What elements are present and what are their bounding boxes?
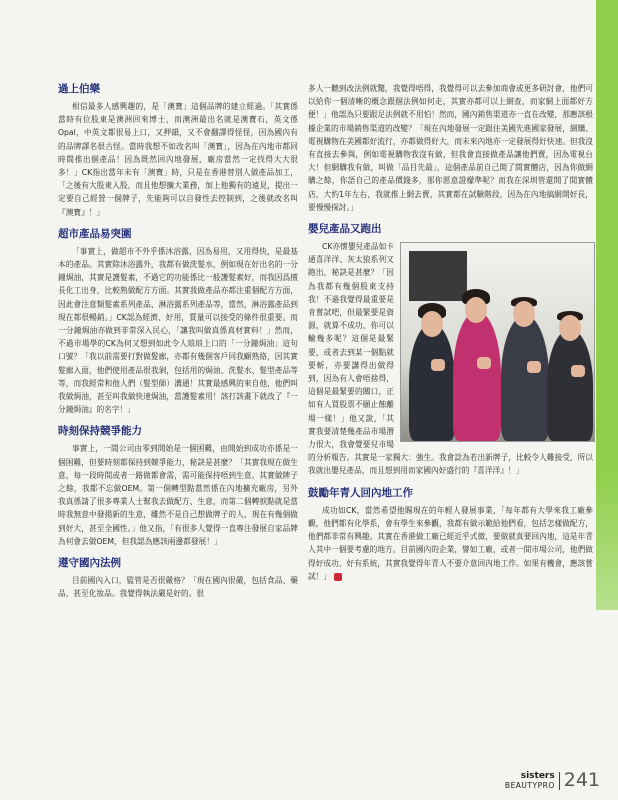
paragraph: 「事實上，做超市不外乎係沐浴露，因為易用，又用得快，是最基本的產品。其實除沐浴露外，我都有做洗髮水，例如現在好出名的一分鐘焗油，其實是護髮素，不過它的功能係比一般護髮素好，而我因爲擅長化工出身，比較熟做配方方面。其實我做產品亦都注重個配方方面，因此會注意類髮素系列產品、淋浴露系列產品等，當然，淋浴露產品到現在都很暢銷。」CK認為經濟、好用，質量可以接受的條件很重要。而一分鐘焗油亦做到非常深入民心，「讓我叫做真係真材實料！」然而，不過市場學的CK為何又想到如此令人琅琅上口的「一分鐘焗油」這句口號？「我以前需要打對做髮廊，亦都有幾個客戶同我顧熟絡，因其實髮廊入面，他們使用產品很我剝，包括用的焗油、洗髮水、髮型產品等等，而我經常和他人們（髮型師）溝通！其實最感興的來自他，他們叫我做焗油，甚至叫我做快速焗油，當護髮素用！該打該畫下就改了『一分鐘焗油』的名字！」 — [58, 246, 298, 415]
person-silhouette — [409, 323, 455, 441]
section-heading: 遵守國內法例 — [58, 557, 121, 570]
thumbs-up-icon — [527, 361, 541, 373]
paragraph: 事實上，一間公司由零到開始是一個困難，由開始到成功亦係是一個困難，但要時刻都保持到競爭能力，秘訣是甚麼？「其實我現在做生意，每一段時間或者一路做都會需，需可能保持唔到生意。其實做牌子之餘，我都不忘做OEM。第一個轉型點當然係在內地擴充廠房，另外我真係請了很多專業人士幫我去做配方、生意，而第二個轉捩點就是當時我無意中發揚新的生意，雖然不是自己想做牌子的人，現在有幾個做到好大，甚至全國性。」他又指，「有很多人覺得一直專注發展自家品牌為何會去做OEM，但我認為應該兩邊都發展！」 — [58, 444, 298, 546]
section-heading: 超市產品易突圍 — [58, 227, 132, 240]
section-heading: 時刻保持競爭能力 — [58, 425, 142, 438]
paragraph: CK亦懷嬰兒產品如卡通喜洋洋、灰太狼系列又跑出，秘訣是甚麼？「因為我都有幾個股東支持我！不過我覺得最重要是肯嘗試吧，但最緊要是資源，就算不成功，你可以輸幾多呢？這個是最緊要，或者去到某一個點就要斬，亦要講得出做得到，因為有人會唔捨得，這個是最緊要的關口，正如有人買股票不願止蝕離場一樣！」他又說，「其實我要清楚幾產品市場潛力很大，我會覺要兒市場的分析報告。其實是一家獨大：強生。我會諗為若出新牌子，比較令人難接受，所以我就出嬰兒產品，而且想到用而家國內好盛行的『喜洋洋』！」 — [308, 242, 593, 476]
paragraph-text: 成功如CK，當然希望他賜現在的年輕人發展事業，「每年都有大學來我工廠參觀，他們都有化學系，會有學生來參觀，我都有做示範給他們看，包括怎樣做配方，他們都非常有興趣。其實在香港做工廠已經近乎式微，要做就真要回內地，這是年青人其中一個要考慮的地方。目前國內的企業，譬如工廠，或者一間市場公司，他們做得好成功、好有系統，其實我覺得年青人不要介意回內地工作。如果有機會，應該嘗試！」 — [308, 505, 593, 581]
section-heading: 嬰兒產品又跑出 — [308, 223, 382, 236]
person-silhouette — [501, 315, 549, 441]
magazine-logo — [505, 772, 555, 790]
green-edge-fade — [596, 470, 618, 610]
thumbs-up-icon — [477, 357, 491, 369]
end-mark-icon: S — [334, 573, 342, 581]
section-heading: 鼓勵年青人回內地工作 — [308, 486, 413, 499]
paragraph: 多人一聽到改法例就驚，我覺得唔得，我覺得可以去參加商會或更多研討會，他們可以給你一個清晰的概念跟個法例如何走，其實亦都可以上網查，而家網上面都好方便！」他認為只要跟足法例就不用怕！然而，國內銷售渠道亦一直在改變，那應該根據企業的市場銷售渠道的改變？「現在內地發展一定跟住美國先進國家發展，網購、電視購物在美國都好流行，亦都做得好大，而未來內地亦一定發展得好快速。但我沒有直接去參與，例如電視購物我沒有做，但我會直接做產品讓他們賣，因為電視台大！但網購我有做，叫做「品目先最」，這個產品前自己開了間實體店，因為你做網購之餘，你語自己的產品價錢多，那你愿意證檬準呢？而我在深圳管還開了間實體店，大約1年左右，我就推上網去賣，其實都在試驗階段，因為在內地搞網開好長，要慢慢探討。」 — [308, 84, 593, 212]
thumbs-up-icon — [571, 365, 585, 377]
thumbs-up-icon — [431, 359, 445, 371]
person-silhouette — [547, 329, 593, 441]
right-column — [308, 82, 593, 583]
left-column — [58, 82, 298, 601]
backdrop-banner — [409, 251, 467, 301]
paragraph: 相信最多人感興趣的，是「澳寶」這個品牌的建立經過。「其實係當時有位股東是澳洲回來博士，而澳洲最出名就是澳寶石，英文係Opal，中英文都很易上口，又押韻，又不會翻譯得怪怪，因為國內有的品牌譯名很古怪。當時我想不如改名叫「澳寶」，因為在內地市都同時間推出個產品！因為既然回內地發展，廠房當然一定找得大大很多！」CK指出當年未有「澳寶」時，只是在香港替別人做產品加工，「之後有大股東入股，而且他想擴大業務，加上他獨有的遠見，提出一定要自己經營一個牌子，先能夠可以自發性去控制到，之後就改名叫『澳寶』！」 — [58, 102, 298, 217]
logo-line-1: sisters — [520, 771, 555, 781]
page-number: 241 — [563, 769, 600, 791]
section-heading: 過上伯樂 — [58, 83, 100, 95]
footer-divider — [559, 772, 560, 790]
person-silhouette — [453, 311, 501, 441]
paragraph: 目前國內入口，監管是否很嚴格？「現在國內很嚴，包括食品、藥品，甚至化妝品。我覺得執法嚴是好的。很 — [58, 576, 298, 599]
group-photo — [400, 242, 595, 442]
logo-line-2: BEAUTYPRO — [504, 781, 555, 790]
page-footer — [505, 771, 600, 790]
paragraph — [308, 504, 593, 583]
